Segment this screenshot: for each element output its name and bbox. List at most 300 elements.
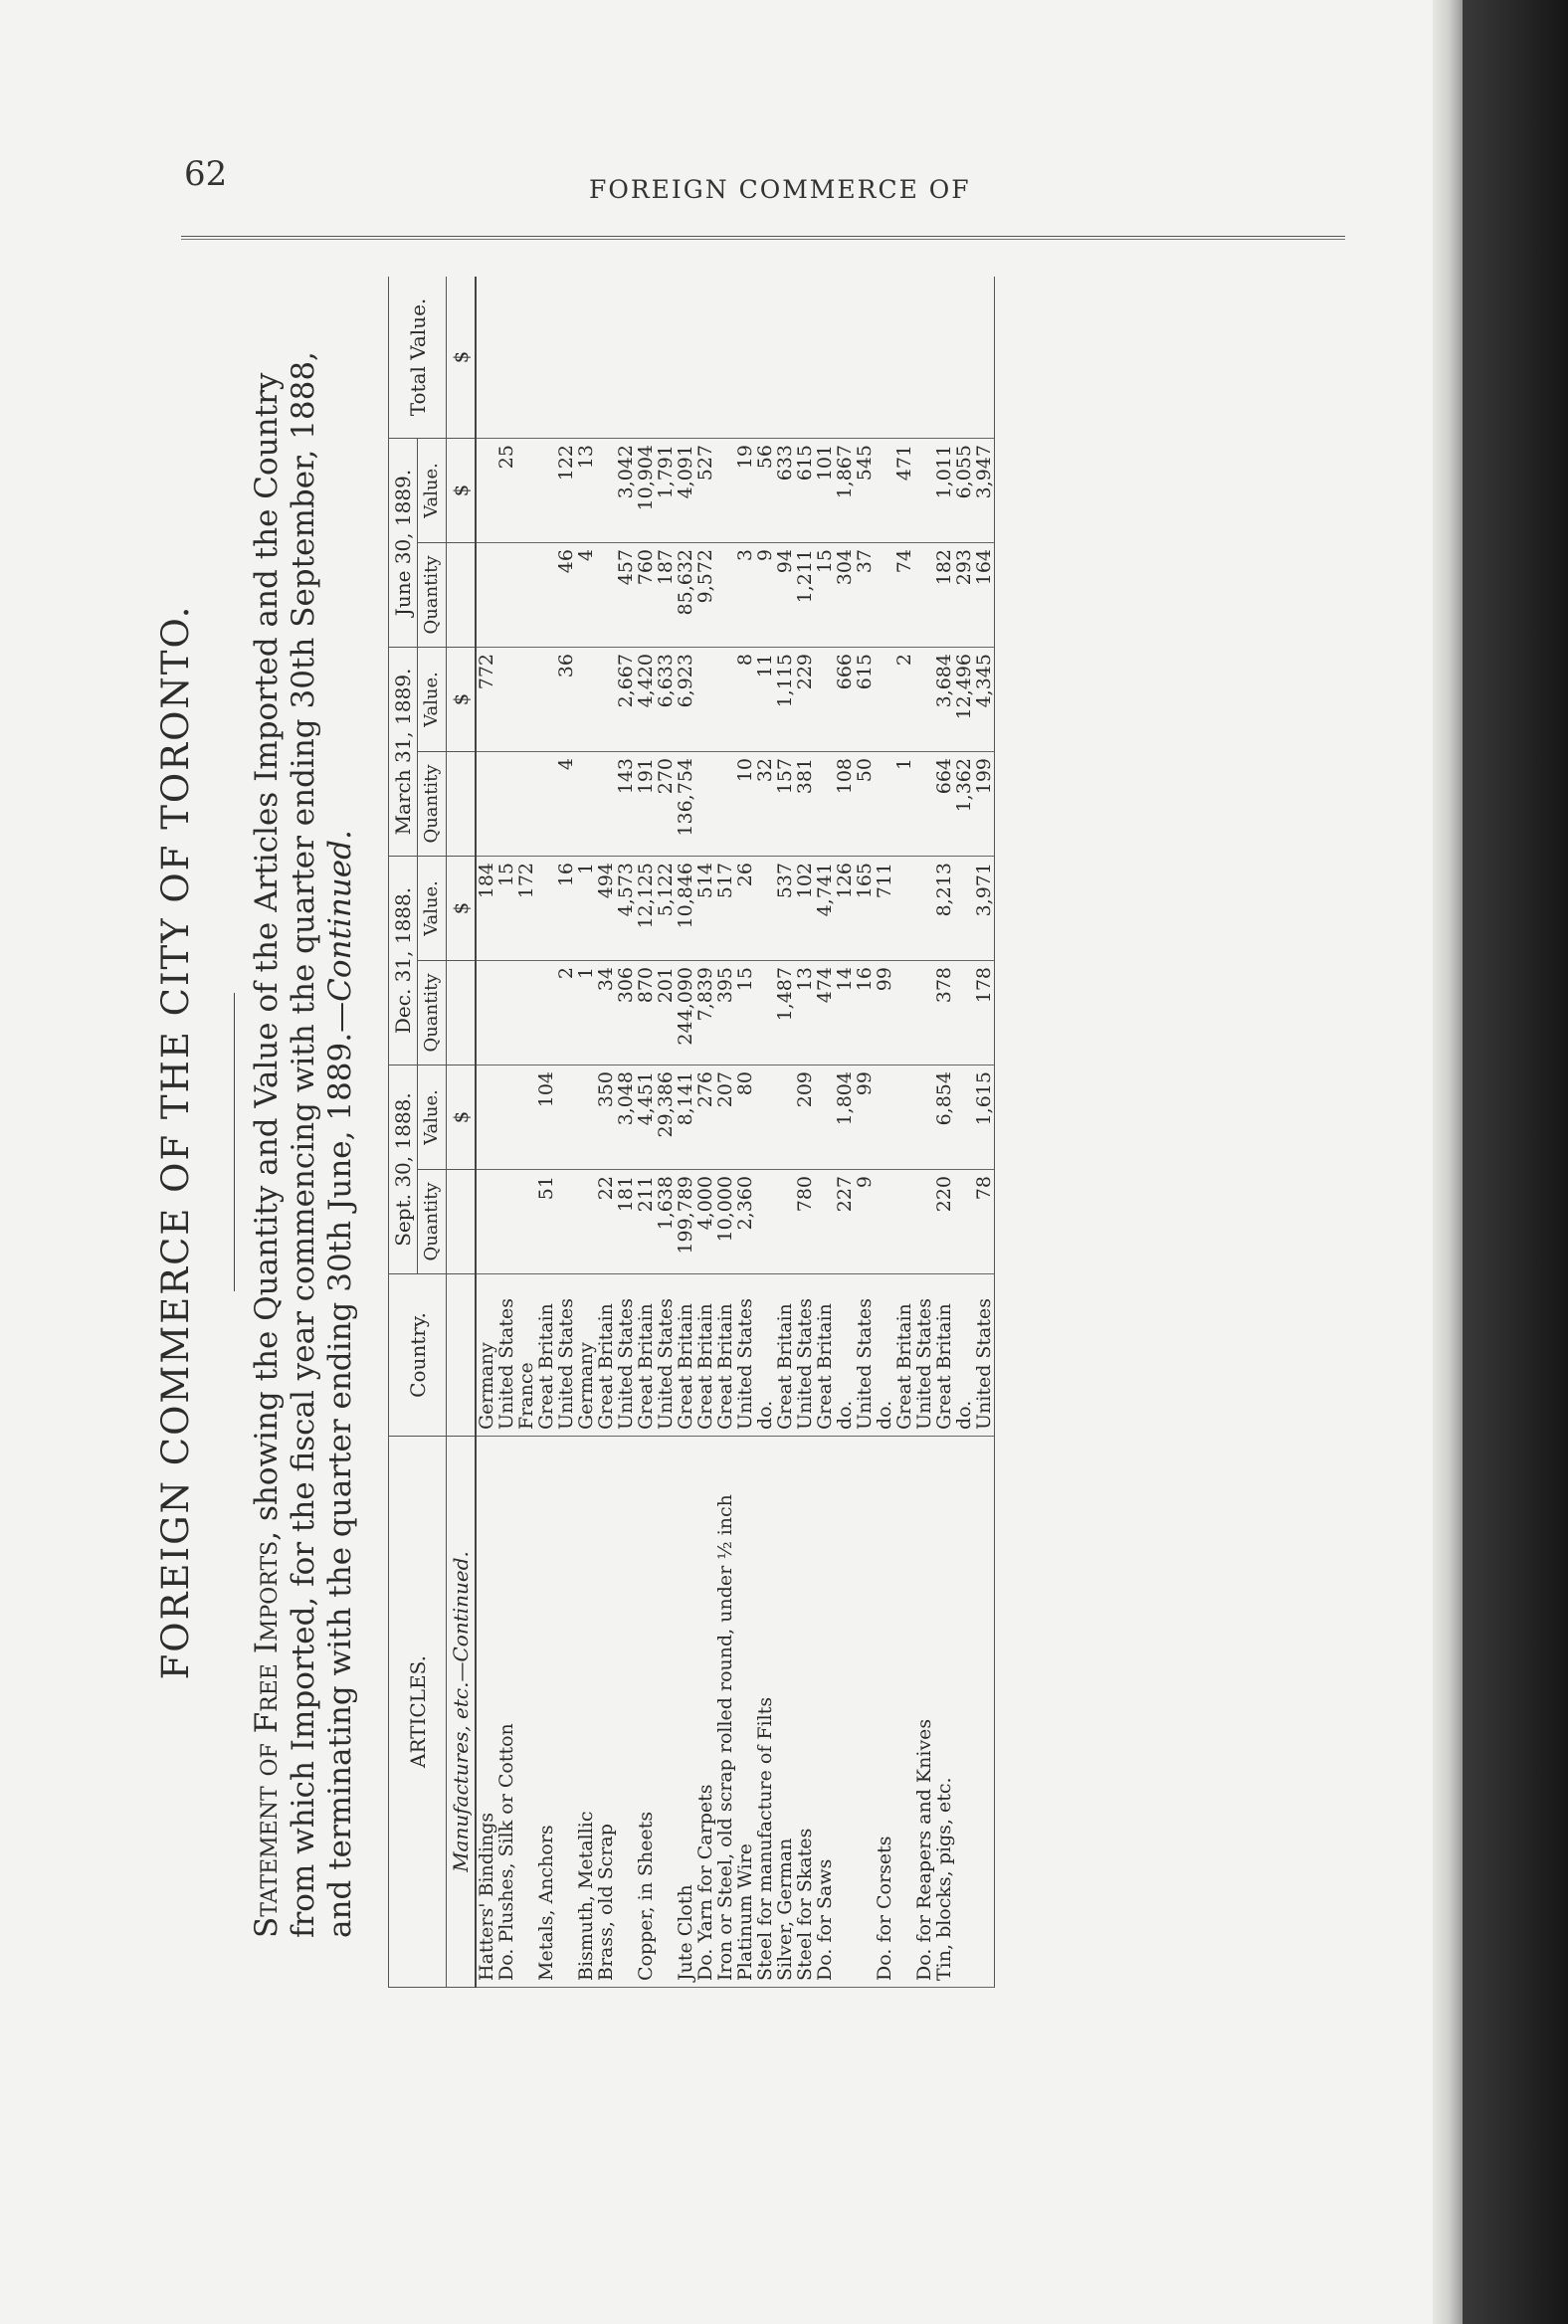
table-row [636, 277, 656, 1988]
cell-v3: 666 [835, 648, 855, 752]
cell-v3 [536, 648, 556, 752]
cell-v4 [536, 439, 556, 543]
cell-article [855, 1437, 875, 1988]
cell-article: Brass, old Scrap [596, 1437, 616, 1988]
cell-q4 [516, 543, 536, 648]
cell-q2: 395 [715, 961, 735, 1065]
cell-country: Great Britain [715, 1274, 735, 1437]
header-value: Value. [418, 1065, 447, 1170]
cell-q1 [556, 1170, 576, 1274]
header-quantity: Quantity [418, 543, 447, 648]
cell-country: Great Britain [536, 1274, 556, 1437]
header-quantity: Quantity [418, 1170, 447, 1274]
cell-total [516, 277, 536, 439]
cell-v1 [576, 1065, 596, 1170]
cell-total [596, 277, 616, 439]
cell-v3 [695, 648, 715, 752]
cell-q4: 187 [656, 543, 676, 648]
cell-country: United States [855, 1274, 875, 1437]
cell-v3: 1,115 [775, 648, 795, 752]
table-body [476, 277, 995, 1988]
cell-q2: 14 [835, 961, 855, 1065]
cell-q1: 780 [795, 1170, 815, 1274]
cell-v1 [914, 1065, 934, 1170]
cell-v3: 772 [476, 648, 496, 752]
cell-v1 [556, 1065, 576, 1170]
scan-edge [1463, 0, 1568, 2324]
cell-q2 [496, 961, 516, 1065]
cell-v1: 209 [795, 1065, 815, 1170]
cell-v3 [576, 648, 596, 752]
cell-q3 [914, 752, 934, 857]
cell-article [516, 1437, 536, 1988]
cell-v2: 184 [476, 857, 496, 961]
unit-cell [447, 961, 477, 1065]
cell-q1 [476, 1170, 496, 1274]
cell-q4: 85,632 [676, 543, 695, 648]
cell-total [795, 277, 815, 439]
cell-country: United States [735, 1274, 755, 1437]
cell-v1: 1,615 [974, 1065, 995, 1170]
cell-q3: 50 [855, 752, 875, 857]
cell-v1 [516, 1065, 536, 1170]
cell-q3 [496, 752, 516, 857]
cell-v4 [516, 439, 536, 543]
cell-q2: 201 [656, 961, 676, 1065]
cell-v4: 4,091 [676, 439, 695, 543]
cell-q1: 199,789 [676, 1170, 695, 1274]
rotated-content [154, 267, 1348, 2018]
cell-q1: 4,000 [695, 1170, 715, 1274]
cell-q4 [715, 543, 735, 648]
cell-q2: 2 [556, 961, 576, 1065]
cell-q4 [496, 543, 516, 648]
cell-total [775, 277, 795, 439]
header-quantity: Quantity [418, 961, 447, 1065]
cell-v1 [755, 1065, 775, 1170]
unit-cell [447, 1170, 477, 1274]
header-value: Value. [418, 648, 447, 752]
cell-country: France [516, 1274, 536, 1437]
cell-v1: 104 [536, 1065, 556, 1170]
cell-v2: 172 [516, 857, 536, 961]
cell-q2: 13 [795, 961, 815, 1065]
table-row [755, 277, 775, 1988]
cell-v4: 1,791 [656, 439, 676, 543]
cell-v2 [536, 857, 556, 961]
table-row [815, 277, 835, 1988]
cell-country: do. [954, 1274, 974, 1437]
cell-q4: 15 [815, 543, 835, 648]
cell-v4: 615 [795, 439, 815, 543]
cell-total [576, 277, 596, 439]
cell-article [835, 1437, 855, 1988]
cell-q3: 10 [735, 752, 755, 857]
cell-v2 [954, 857, 974, 961]
cell-q1 [954, 1170, 974, 1274]
cell-q1 [496, 1170, 516, 1274]
cell-v3: 3,684 [934, 648, 954, 752]
cell-total [476, 277, 496, 439]
cell-v1: 3,048 [616, 1065, 636, 1170]
statement-lead: Statement of Free Imports, [249, 1530, 285, 1938]
cell-article: Iron or Steel, old scrap rolled round, under ½ inch [715, 1437, 735, 1988]
cell-q3 [516, 752, 536, 857]
table-row [775, 277, 795, 1988]
cell-v4: 122 [556, 439, 576, 543]
cell-v2: 126 [835, 857, 855, 961]
cell-q4: 3 [735, 543, 755, 648]
cell-q2: 474 [815, 961, 835, 1065]
cell-v2: 102 [795, 857, 815, 961]
cell-q3: 191 [636, 752, 656, 857]
header-country: Country. [389, 1274, 447, 1437]
cell-q1 [815, 1170, 835, 1274]
unit-cell [447, 1274, 477, 1437]
page-number: 62 [184, 154, 228, 194]
cell-v3 [875, 648, 894, 752]
header-period-3: March 31, 1889. [389, 648, 418, 857]
table-row [835, 277, 855, 1988]
cell-v1 [476, 1065, 496, 1170]
cell-v1: 6,854 [934, 1065, 954, 1170]
cell-country: United States [795, 1274, 815, 1437]
cell-country: United States [656, 1274, 676, 1437]
cell-v2 [914, 857, 934, 961]
cell-total [815, 277, 835, 439]
cell-total [914, 277, 934, 439]
cell-v4 [476, 439, 496, 543]
cell-q1: 9 [855, 1170, 875, 1274]
header-quantity: Quantity [418, 752, 447, 857]
cell-q2 [476, 961, 496, 1065]
cell-q3 [875, 752, 894, 857]
cell-country: Great Britain [596, 1274, 616, 1437]
cell-q2: 16 [855, 961, 875, 1065]
unit-cell [447, 543, 477, 648]
cell-v2: 1 [576, 857, 596, 961]
cell-q1: 51 [536, 1170, 556, 1274]
cell-v4: 3,947 [974, 439, 995, 543]
cell-article: Silver, German [775, 1437, 795, 1988]
cell-v1 [954, 1065, 974, 1170]
cell-v4: 101 [815, 439, 835, 543]
table-row [616, 277, 636, 1988]
cell-q3: 4 [556, 752, 576, 857]
cell-q1: 10,000 [715, 1170, 735, 1274]
cell-q1: 1,638 [656, 1170, 676, 1274]
table-row [516, 277, 536, 1988]
cell-v3: 4,345 [974, 648, 995, 752]
dollar-unit: $ [447, 277, 477, 439]
cell-q3: 1,362 [954, 752, 974, 857]
cell-q2: 7,839 [695, 961, 715, 1065]
cell-q3 [715, 752, 735, 857]
cell-q4: 4 [576, 543, 596, 648]
cell-q3 [596, 752, 616, 857]
cell-v2: 16 [556, 857, 576, 961]
cell-q3 [536, 752, 556, 857]
table-row [735, 277, 755, 1988]
table-row [855, 277, 875, 1988]
cell-article: Do. Plushes, Silk or Cotton [496, 1437, 516, 1988]
cell-article [894, 1437, 914, 1988]
cell-q2: 99 [875, 961, 894, 1065]
cell-q3: 381 [795, 752, 815, 857]
cell-v4: 19 [735, 439, 755, 543]
cell-v1 [496, 1065, 516, 1170]
cell-v2: 5,122 [656, 857, 676, 961]
cell-q4: 304 [835, 543, 855, 648]
cell-v1: 4,451 [636, 1065, 656, 1170]
cell-v2: 517 [715, 857, 735, 961]
cell-country: United States [496, 1274, 516, 1437]
cell-country: Great Britain [695, 1274, 715, 1437]
cell-total [894, 277, 914, 439]
cell-v2: 10,846 [676, 857, 695, 961]
cell-v4: 6,055 [954, 439, 974, 543]
cell-v1: 80 [735, 1065, 755, 1170]
cell-q1: 181 [616, 1170, 636, 1274]
cell-q1 [755, 1170, 775, 1274]
table-row [576, 277, 596, 1988]
table-row [556, 277, 576, 1988]
table-row [676, 277, 695, 1988]
cell-v4: 633 [775, 439, 795, 543]
cell-q4: 9,572 [695, 543, 715, 648]
cell-q3: 143 [616, 752, 636, 857]
cell-v1: 29,386 [656, 1065, 676, 1170]
cell-q2: 870 [636, 961, 656, 1065]
cell-total [974, 277, 995, 439]
cell-article: Steel for manufacture of Filts [755, 1437, 775, 1988]
cell-q3 [576, 752, 596, 857]
cell-q1 [875, 1170, 894, 1274]
cell-v3: 2 [894, 648, 914, 752]
cell-article: Do. for Reapers and Knives [914, 1437, 934, 1988]
cell-v2: 537 [775, 857, 795, 961]
header-total-value: Total Value. [389, 277, 447, 439]
cell-v3: 11 [755, 648, 775, 752]
unit-cell [447, 752, 477, 857]
cell-v1: 1,804 [835, 1065, 855, 1170]
statement-continued: Continued. [322, 830, 358, 1002]
cell-v2: 3,971 [974, 857, 995, 961]
statement-body: showing the Quantity and Value of the Articles Imported and the Country from which Imported, for the fiscal year commencing with the quarter ending 30th September, 1888, and terminating with the quarter ending 30th June, 1889.— [249, 351, 358, 1938]
table-row [536, 277, 556, 1988]
cell-total [735, 277, 755, 439]
header-value: Value. [418, 439, 447, 543]
cell-q4: 164 [974, 543, 995, 648]
cell-q4: 94 [775, 543, 795, 648]
cell-q4 [536, 543, 556, 648]
cell-total [636, 277, 656, 439]
cell-v2: 15 [496, 857, 516, 961]
cell-q3: 157 [775, 752, 795, 857]
table-row [496, 277, 516, 1988]
cell-v2: 8,213 [934, 857, 954, 961]
header-period-4: June 30, 1889. [389, 439, 418, 648]
cell-q3: 1 [894, 752, 914, 857]
cell-article [954, 1437, 974, 1988]
cell-v4: 10,904 [636, 439, 656, 543]
cell-v3 [596, 648, 616, 752]
cell-v4 [596, 439, 616, 543]
cell-v4: 545 [855, 439, 875, 543]
cell-q3: 108 [835, 752, 855, 857]
cell-q2: 378 [934, 961, 954, 1065]
cell-q3 [695, 752, 715, 857]
cell-v2: 4,573 [616, 857, 636, 961]
cell-v2 [755, 857, 775, 961]
cell-article: Jute Cloth [676, 1437, 695, 1988]
cell-v4: 56 [755, 439, 775, 543]
cell-v3: 2,667 [616, 648, 636, 752]
cell-v1 [775, 1065, 795, 1170]
cell-q1: 211 [636, 1170, 656, 1274]
cell-v1: 99 [855, 1065, 875, 1170]
table-row [795, 277, 815, 1988]
cell-total [835, 277, 855, 439]
cell-country: do. [755, 1274, 775, 1437]
cell-q4: 74 [894, 543, 914, 648]
cell-q1: 22 [596, 1170, 616, 1274]
cell-q2: 1 [576, 961, 596, 1065]
cell-v4: 1,011 [934, 439, 954, 543]
cell-v3 [516, 648, 536, 752]
table-row [695, 277, 715, 1988]
cell-country: United States [914, 1274, 934, 1437]
cell-q1 [516, 1170, 536, 1274]
cell-q2: 15 [735, 961, 755, 1065]
cell-total [875, 277, 894, 439]
cell-article: Metals, Anchors [536, 1437, 556, 1988]
page-title: FOREIGN COMMERCE OF THE CITY OF TORONTO. [154, 604, 197, 1680]
cell-q1: 78 [974, 1170, 995, 1274]
cell-v3: 12,496 [954, 648, 974, 752]
table-row [656, 277, 676, 1988]
cell-q1 [914, 1170, 934, 1274]
cell-v4: 471 [894, 439, 914, 543]
cell-v2: 711 [875, 857, 894, 961]
cell-v4: 13 [576, 439, 596, 543]
table-row [934, 277, 954, 1988]
cell-country: Great Britain [676, 1274, 695, 1437]
cell-v2: 494 [596, 857, 616, 961]
cell-v2 [894, 857, 914, 961]
cell-q4: 457 [616, 543, 636, 648]
cell-total [855, 277, 875, 439]
dollar-unit: $ [447, 857, 477, 961]
page-gutter [1433, 0, 1463, 2324]
table-row [974, 277, 995, 1988]
cell-country: Great Britain [894, 1274, 914, 1437]
header-articles: ARTICLES. [389, 1437, 447, 1988]
cell-v2: 12,125 [636, 857, 656, 961]
cell-q1 [894, 1170, 914, 1274]
cell-v3: 8 [735, 648, 755, 752]
cell-v4: 1,867 [835, 439, 855, 543]
dollar-unit: $ [447, 1065, 477, 1170]
cell-article: Steel for Skates [795, 1437, 815, 1988]
table-row [894, 277, 914, 1988]
cell-total [695, 277, 715, 439]
cell-q4: 37 [855, 543, 875, 648]
cell-country: do. [875, 1274, 894, 1437]
dollar-unit: $ [447, 648, 477, 752]
cell-v1 [894, 1065, 914, 1170]
cell-v4 [875, 439, 894, 543]
cell-total [755, 277, 775, 439]
cell-v1: 350 [596, 1065, 616, 1170]
cell-q4: 9 [755, 543, 775, 648]
cell-q4: 293 [954, 543, 974, 648]
header-rule [181, 236, 1345, 240]
cell-q2 [914, 961, 934, 1065]
cell-v3: 615 [855, 648, 875, 752]
cell-q3 [476, 752, 496, 857]
cell-q3: 199 [974, 752, 995, 857]
cell-article [974, 1437, 995, 1988]
cell-article: Do. for Corsets [875, 1437, 894, 1988]
cell-v3: 6,923 [676, 648, 695, 752]
cell-v3 [496, 648, 516, 752]
dollar-unit: $ [447, 439, 477, 543]
imports-table [388, 277, 995, 1988]
statement-paragraph [249, 346, 359, 1938]
cell-q3: 136,754 [676, 752, 695, 857]
cell-q4 [476, 543, 496, 648]
cell-total [656, 277, 676, 439]
cell-v4 [914, 439, 934, 543]
cell-v3: 36 [556, 648, 576, 752]
cell-v3: 4,420 [636, 648, 656, 752]
cell-v3 [715, 648, 735, 752]
cell-q4: 46 [556, 543, 576, 648]
cell-q2 [894, 961, 914, 1065]
cell-v2: 165 [855, 857, 875, 961]
cell-country: Great Britain [636, 1274, 656, 1437]
header-period-2: Dec. 31, 1888. [389, 857, 418, 1065]
header-value: Value. [418, 857, 447, 961]
cell-q2: 178 [974, 961, 995, 1065]
cell-total [676, 277, 695, 439]
cell-article: Copper, in Sheets [636, 1437, 656, 1988]
cell-article: Hatters' Bindings [476, 1437, 496, 1988]
cell-country: Great Britain [775, 1274, 795, 1437]
cell-v4: 3,042 [616, 439, 636, 543]
table-row [476, 277, 496, 1988]
cell-article: Tin, blocks, pigs, etc. [934, 1437, 954, 1988]
cell-article [616, 1437, 636, 1988]
cell-q4: 760 [636, 543, 656, 648]
cell-v2: 4,741 [815, 857, 835, 961]
cell-total [536, 277, 556, 439]
cell-v1: 276 [695, 1065, 715, 1170]
cell-q1: 227 [835, 1170, 855, 1274]
cell-article: Bismuth, Metallic [576, 1437, 596, 1988]
cell-q1: 220 [934, 1170, 954, 1274]
table-row [914, 277, 934, 1988]
cell-q1 [576, 1170, 596, 1274]
cell-country: United States [556, 1274, 576, 1437]
cell-v4: 527 [695, 439, 715, 543]
cell-country: Great Britain [815, 1274, 835, 1437]
cell-article: Do. Yarn for Carpets [695, 1437, 715, 1988]
section-label-cell [447, 1437, 477, 1988]
cell-v4 [715, 439, 735, 543]
cell-country: Great Britain [934, 1274, 954, 1437]
